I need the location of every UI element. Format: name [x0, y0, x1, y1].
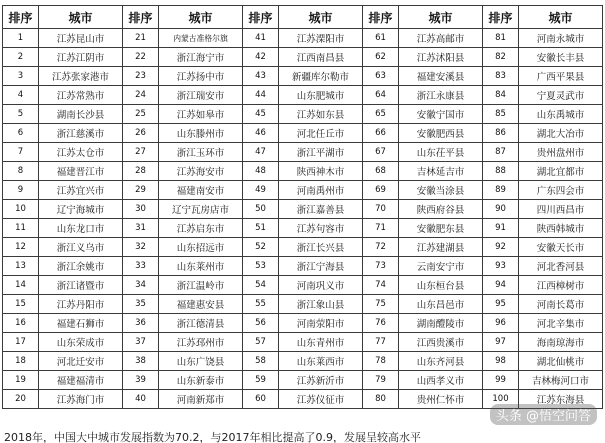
rank-cell: 29 — [123, 181, 159, 200]
city-cell: 江苏张家港市 — [39, 67, 123, 86]
city-cell: 河南荥阳市 — [279, 314, 363, 333]
city-cell: 贵州仁怀市 — [399, 390, 483, 409]
table-row — [3, 181, 603, 200]
rank-cell: 80 — [363, 390, 399, 409]
table-row — [3, 143, 603, 162]
rank-cell: 35 — [123, 295, 159, 314]
table-row — [3, 29, 603, 48]
rank-cell: 72 — [363, 238, 399, 257]
rank-cell: 7 — [3, 143, 39, 162]
city-cell: 山东桓台县 — [399, 276, 483, 295]
city-cell: 福建惠安县 — [159, 295, 243, 314]
city-cell: 山西孝义市 — [399, 371, 483, 390]
table-row — [3, 333, 603, 352]
table-row — [3, 352, 603, 371]
city-cell: 浙江象山县 — [279, 295, 363, 314]
city-cell: 河北香河县 — [519, 257, 603, 276]
city-cell: 福建石狮市 — [39, 314, 123, 333]
city-cell: 江苏丹阳市 — [39, 295, 123, 314]
city-cell: 浙江瑞安市 — [159, 86, 243, 105]
city-cell: 江西贵溪市 — [399, 333, 483, 352]
rank-cell: 2 — [3, 48, 39, 67]
rank-cell: 50 — [243, 200, 279, 219]
city-cell: 吉林延吉市 — [399, 162, 483, 181]
rank-cell: 41 — [243, 29, 279, 48]
header-rank-2: 排序 — [123, 6, 159, 29]
table-header-row — [3, 6, 603, 29]
rank-cell: 49 — [243, 181, 279, 200]
rank-cell: 28 — [123, 162, 159, 181]
header-city-4: 城市 — [399, 6, 483, 29]
rank-cell: 42 — [243, 48, 279, 67]
city-cell: 江苏宜兴市 — [39, 181, 123, 200]
city-cell: 浙江宁海县 — [279, 257, 363, 276]
rank-cell: 68 — [363, 162, 399, 181]
header-rank-3: 排序 — [243, 6, 279, 29]
city-cell: 山东茌平县 — [399, 143, 483, 162]
table-row — [3, 67, 603, 86]
rank-cell: 58 — [243, 352, 279, 371]
city-cell: 浙江嘉善县 — [279, 200, 363, 219]
table-row — [3, 200, 603, 219]
city-cell: 山东龙口市 — [39, 219, 123, 238]
city-cell: 江苏常熟市 — [39, 86, 123, 105]
city-cell: 江苏新沂市 — [279, 371, 363, 390]
rank-cell: 60 — [243, 390, 279, 409]
rank-cell: 36 — [123, 314, 159, 333]
rank-cell: 31 — [123, 219, 159, 238]
rank-cell: 81 — [483, 29, 519, 48]
city-cell: 福建福清市 — [39, 371, 123, 390]
rank-cell: 33 — [123, 257, 159, 276]
source-watermark: 头条 @悟空问答 — [490, 404, 597, 425]
city-cell: 福建安溪县 — [399, 67, 483, 86]
rank-cell: 51 — [243, 219, 279, 238]
rank-cell: 71 — [363, 219, 399, 238]
table-row — [3, 105, 603, 124]
rank-cell: 6 — [3, 124, 39, 143]
city-cell: 陕西神木市 — [279, 162, 363, 181]
rank-cell: 34 — [123, 276, 159, 295]
rank-cell: 66 — [363, 124, 399, 143]
city-cell: 浙江德清县 — [159, 314, 243, 333]
rank-cell: 4 — [3, 86, 39, 105]
rank-cell: 87 — [483, 143, 519, 162]
rank-cell: 61 — [363, 29, 399, 48]
rank-cell: 62 — [363, 48, 399, 67]
city-cell: 浙江温岭市 — [159, 276, 243, 295]
rank-cell: 85 — [483, 105, 519, 124]
rank-cell: 97 — [483, 333, 519, 352]
rank-cell: 59 — [243, 371, 279, 390]
rank-cell: 86 — [483, 124, 519, 143]
city-cell: 安徽长丰县 — [519, 48, 603, 67]
table-row — [3, 295, 603, 314]
header-city-3: 城市 — [279, 6, 363, 29]
header-city-5: 城市 — [519, 6, 603, 29]
city-cell: 江苏句容市 — [279, 219, 363, 238]
city-cell: 浙江海宁市 — [159, 48, 243, 67]
city-cell: 山东招远市 — [159, 238, 243, 257]
rank-cell: 10 — [3, 200, 39, 219]
rank-cell: 52 — [243, 238, 279, 257]
city-cell: 浙江永康县 — [399, 86, 483, 105]
table-row — [3, 86, 603, 105]
rank-cell: 48 — [243, 162, 279, 181]
rank-cell: 19 — [3, 371, 39, 390]
city-cell: 山东滕州市 — [159, 124, 243, 143]
city-cell: 浙江余姚市 — [39, 257, 123, 276]
table-row — [3, 162, 603, 181]
rank-cell: 9 — [3, 181, 39, 200]
city-cell: 广东四会市 — [519, 181, 603, 200]
rank-cell: 22 — [123, 48, 159, 67]
rank-cell: 82 — [483, 48, 519, 67]
city-cell: 新疆库尔勒市 — [279, 67, 363, 86]
header-city-1: 城市 — [39, 6, 123, 29]
rank-cell: 69 — [363, 181, 399, 200]
city-cell: 河南永城市 — [519, 29, 603, 48]
city-cell: 浙江义乌市 — [39, 238, 123, 257]
rank-cell: 65 — [363, 105, 399, 124]
rank-cell: 13 — [3, 257, 39, 276]
city-cell: 河南新郑市 — [159, 390, 243, 409]
city-cell: 河北辛集市 — [519, 314, 603, 333]
table-row — [3, 238, 603, 257]
rank-cell: 14 — [3, 276, 39, 295]
city-cell: 山东莱西市 — [279, 352, 363, 371]
city-cell: 安徽天长市 — [519, 238, 603, 257]
rank-cell: 39 — [123, 371, 159, 390]
rank-cell: 94 — [483, 276, 519, 295]
rank-cell: 44 — [243, 86, 279, 105]
rank-cell: 17 — [3, 333, 39, 352]
rank-cell: 57 — [243, 333, 279, 352]
table-row — [3, 219, 603, 238]
city-cell: 河北迁安市 — [39, 352, 123, 371]
city-cell: 河南长葛市 — [519, 295, 603, 314]
city-cell: 山东广饶县 — [159, 352, 243, 371]
city-cell: 江苏溧阳市 — [279, 29, 363, 48]
rank-cell: 40 — [123, 390, 159, 409]
rank-cell: 77 — [363, 333, 399, 352]
city-cell: 河北任丘市 — [279, 124, 363, 143]
rank-cell: 88 — [483, 162, 519, 181]
rank-cell: 67 — [363, 143, 399, 162]
rank-cell: 46 — [243, 124, 279, 143]
city-cell: 浙江诸暨市 — [39, 276, 123, 295]
rank-cell: 11 — [3, 219, 39, 238]
city-cell: 江苏如东县 — [279, 105, 363, 124]
city-cell: 浙江玉环市 — [159, 143, 243, 162]
city-cell: 河南禹州市 — [279, 181, 363, 200]
rank-cell: 16 — [3, 314, 39, 333]
rank-cell: 75 — [363, 295, 399, 314]
city-cell: 湖北仙桃市 — [519, 352, 603, 371]
city-cell: 河南巩义市 — [279, 276, 363, 295]
rank-cell: 64 — [363, 86, 399, 105]
rank-cell: 12 — [3, 238, 39, 257]
rank-cell: 26 — [123, 124, 159, 143]
city-cell: 辽宁海城市 — [39, 200, 123, 219]
rank-cell: 96 — [483, 314, 519, 333]
rank-cell: 54 — [243, 276, 279, 295]
rank-cell: 99 — [483, 371, 519, 390]
rank-cell: 90 — [483, 200, 519, 219]
rank-cell: 95 — [483, 295, 519, 314]
city-cell: 山东齐河县 — [399, 352, 483, 371]
city-cell: 贵州盘州市 — [519, 143, 603, 162]
city-cell: 江苏昆山市 — [39, 29, 123, 48]
rank-cell: 25 — [123, 105, 159, 124]
city-cell: 江苏邳州市 — [159, 333, 243, 352]
city-cell: 湖北大冶市 — [519, 124, 603, 143]
table-row — [3, 314, 603, 333]
header-rank-5: 排序 — [483, 6, 519, 29]
city-cell: 山东新泰市 — [159, 371, 243, 390]
rank-cell: 74 — [363, 276, 399, 295]
table-row — [3, 124, 603, 143]
city-cell: 江苏沭阳县 — [399, 48, 483, 67]
rank-cell: 78 — [363, 352, 399, 371]
city-cell: 江西南昌县 — [279, 48, 363, 67]
header-rank-4: 排序 — [363, 6, 399, 29]
rank-cell: 53 — [243, 257, 279, 276]
rank-cell: 93 — [483, 257, 519, 276]
city-cell: 海南琼海市 — [519, 333, 603, 352]
rank-cell: 15 — [3, 295, 39, 314]
city-cell: 福建南安市 — [159, 181, 243, 200]
rank-cell: 32 — [123, 238, 159, 257]
rank-cell: 37 — [123, 333, 159, 352]
city-cell: 山东青州市 — [279, 333, 363, 352]
city-cell: 陕西韩城市 — [519, 219, 603, 238]
rank-cell: 92 — [483, 238, 519, 257]
city-cell: 江苏建湖县 — [399, 238, 483, 257]
city-cell: 安徽肥西县 — [399, 124, 483, 143]
city-cell: 江苏东海县 — [519, 390, 603, 409]
city-cell: 江苏太仓市 — [39, 143, 123, 162]
rank-cell: 47 — [243, 143, 279, 162]
city-cell: 江苏如皋市 — [159, 105, 243, 124]
city-cell: 江苏启东市 — [159, 219, 243, 238]
rank-cell: 18 — [3, 352, 39, 371]
city-cell: 安徽肥东县 — [399, 219, 483, 238]
rank-cell: 83 — [483, 67, 519, 86]
city-cell: 陕西府谷县 — [399, 200, 483, 219]
city-cell: 江苏海门市 — [39, 390, 123, 409]
rank-cell: 56 — [243, 314, 279, 333]
city-cell: 四川西昌市 — [519, 200, 603, 219]
city-cell: 云南安宁市 — [399, 257, 483, 276]
header-city-2: 城市 — [159, 6, 243, 29]
city-cell: 吉林梅河口市 — [519, 371, 603, 390]
city-cell: 福建晋江市 — [39, 162, 123, 181]
city-cell: 江苏海安市 — [159, 162, 243, 181]
city-cell: 江苏高邮市 — [399, 29, 483, 48]
table-body — [3, 29, 603, 409]
city-cell: 湖北宜都市 — [519, 162, 603, 181]
rank-cell: 63 — [363, 67, 399, 86]
table-row — [3, 257, 603, 276]
city-cell: 山东莱州市 — [159, 257, 243, 276]
city-cell: 山东昌邑市 — [399, 295, 483, 314]
rank-cell: 70 — [363, 200, 399, 219]
table-row — [3, 48, 603, 67]
rank-cell: 24 — [123, 86, 159, 105]
city-cell: 广西平果县 — [519, 67, 603, 86]
city-cell: 浙江平湖市 — [279, 143, 363, 162]
rank-cell: 89 — [483, 181, 519, 200]
city-cell: 山东肥城市 — [279, 86, 363, 105]
rank-cell: 20 — [3, 390, 39, 409]
city-cell: 江西樟树市 — [519, 276, 603, 295]
city-cell: 湖南醴陵市 — [399, 314, 483, 333]
city-cell: 江苏江阴市 — [39, 48, 123, 67]
city-cell: 安徽当涂县 — [399, 181, 483, 200]
rank-cell: 1 — [3, 29, 39, 48]
city-cell: 湖南长沙县 — [39, 105, 123, 124]
rank-cell: 5 — [3, 105, 39, 124]
rank-cell: 84 — [483, 86, 519, 105]
table-row — [3, 371, 603, 390]
city-cell: 内蒙古准格尔旗 — [159, 29, 243, 48]
city-cell: 山东荣成市 — [39, 333, 123, 352]
rank-cell: 79 — [363, 371, 399, 390]
city-cell: 江苏仪征市 — [279, 390, 363, 409]
city-cell: 宁夏灵武市 — [519, 86, 603, 105]
city-cell: 安徽宁国市 — [399, 105, 483, 124]
rank-cell: 43 — [243, 67, 279, 86]
rank-cell: 100 — [483, 390, 519, 409]
city-cell: 辽宁瓦房店市 — [159, 200, 243, 219]
rank-cell: 73 — [363, 257, 399, 276]
city-cell: 浙江慈溪市 — [39, 124, 123, 143]
rank-cell: 45 — [243, 105, 279, 124]
city-cell: 江苏扬中市 — [159, 67, 243, 86]
rank-cell: 3 — [3, 67, 39, 86]
header-rank-1: 排序 — [3, 6, 39, 29]
rank-cell: 98 — [483, 352, 519, 371]
table-row — [3, 276, 603, 295]
rank-cell: 38 — [123, 352, 159, 371]
city-cell: 山东禹城市 — [519, 105, 603, 124]
ranking-table — [2, 5, 603, 409]
rank-cell: 27 — [123, 143, 159, 162]
rank-cell: 91 — [483, 219, 519, 238]
footer-caption: 2018年，中国大中城市发展指数为70.2，与2017年相比提高了0.9，发展呈较高水平 — [4, 431, 421, 443]
rank-cell: 21 — [123, 29, 159, 48]
city-cell: 浙江长兴县 — [279, 238, 363, 257]
rank-cell: 55 — [243, 295, 279, 314]
rank-cell: 76 — [363, 314, 399, 333]
rank-cell: 30 — [123, 200, 159, 219]
rank-cell: 8 — [3, 162, 39, 181]
rank-cell: 23 — [123, 67, 159, 86]
